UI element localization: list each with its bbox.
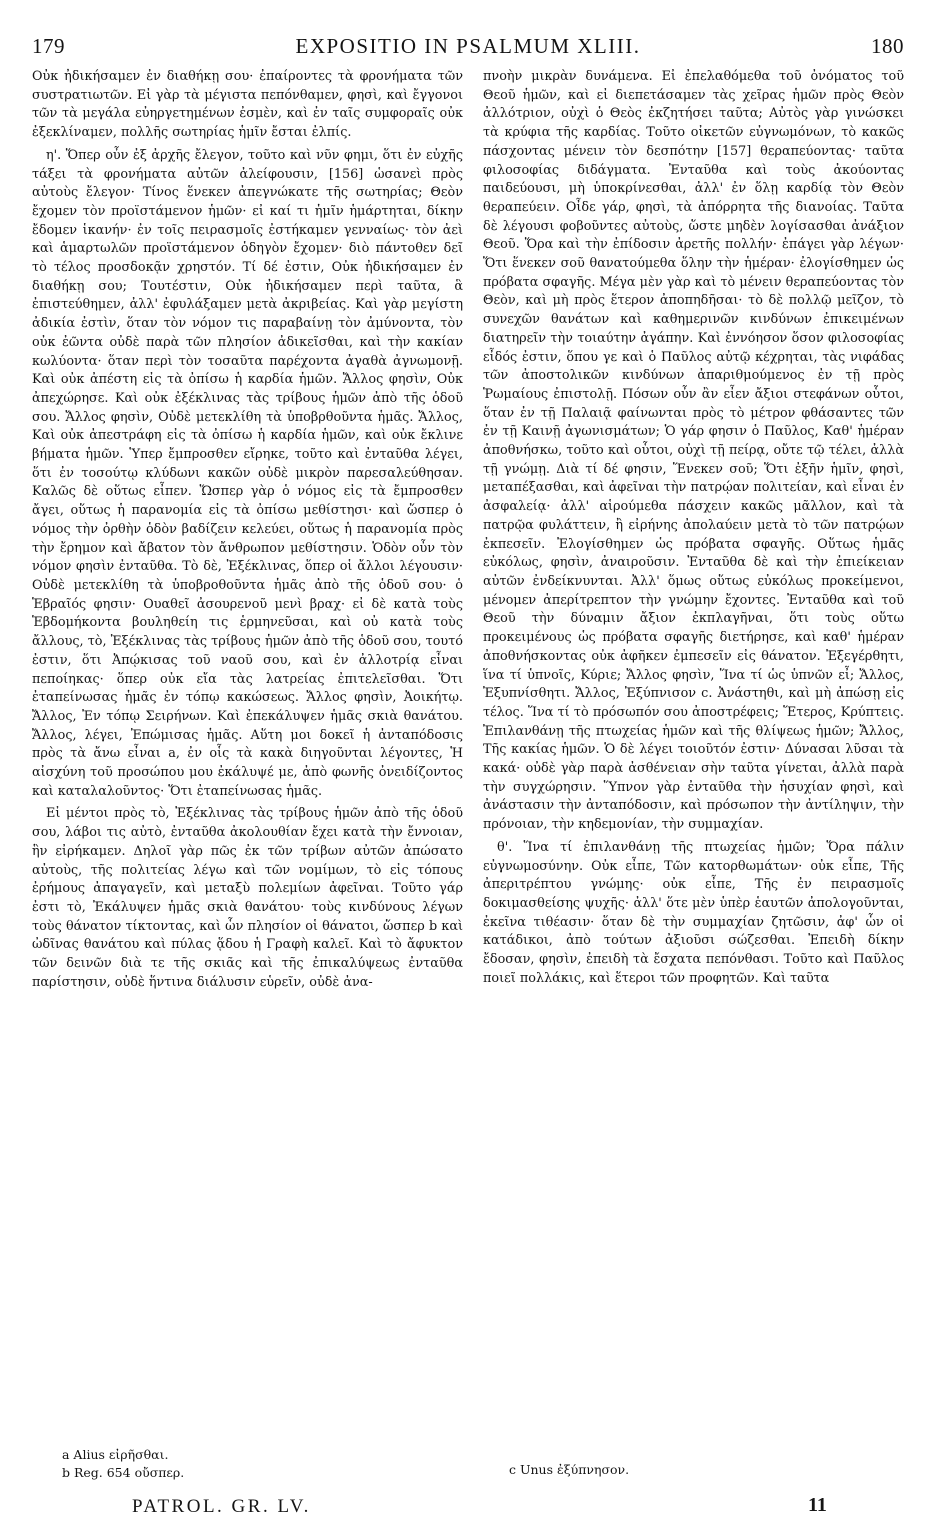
footnote-b: b Reg. 654 οὔσπερ. xyxy=(62,1465,185,1480)
running-header xyxy=(32,34,904,64)
running-title: EXPOSITIO IN PSALMUM XLIII. xyxy=(295,34,641,58)
paragraph: Οὐκ ἠδικήσαμεν ἐν διαθήκῃ σου· ἐπαίροντες τὰ φρονήματα τῶν συστρατιωτῶν. Εἰ γὰρ τὰ μέγιστα πεπόνθαμεν, φησὶ, καὶ ἔγγονοι τῶν τὰ μεγάλα εὐηργετημένων ἐσμὲν, καὶ ἐν ταῖς συμφοραῖς οὐκ ἐξεκλίναμεν, πολλῆς σωτηρίας ἡμῖν ἔσται ἐλπίς. xyxy=(32,69,463,141)
footnote-c: c Unus ἐξύπνησον. xyxy=(509,1462,630,1477)
left-column xyxy=(32,68,463,1403)
right-column xyxy=(483,68,904,1403)
footnotes-left xyxy=(62,1446,184,1482)
signature-mark: PATROL. GR. LV. xyxy=(132,1496,311,1517)
paragraph: πνοὴν μικρὰν δυνάμενα. Εἰ ἐπελαθόμεθα τοῦ ὀνόματος τοῦ Θεοῦ ἡμῶν, καὶ εἰ διεπετάσαμεν τὰς χεῖρας ἡμῶν πρὸς Θεὸν ἀλλότριον, οὐχὶ ὁ Θεὸς ἐκζητήσει ταῦτα; Αὐτὸς γὰρ γινώσκει τὰ κρύφια τῆς καρδίας. Τοῦτο οἰκετῶν εὐγνωμόνων, τὸ κακῶς πάσχοντας μένειν τὸν δεσπότην [157] θεραπεύοντας· ταῦτα φιλοσοφίας διδάγματα. Ἐνταῦθα καὶ τοὺς ἀκούοντας παιδεύουσι, μὴ ὑποκρίνεσθαι, ἀλλ' ἐν ὅλῃ καρδίᾳ τὸν Θεὸν θεραπεύειν. Οἶδε γάρ, φησὶ, τὰ ἀπόρρητα τῆς διανοίας. Ταῦτα δὲ λέγουσι φοβοῦντες αὐτοὺς, ὥστε μηδὲν λογίσασθαι ἀνάξιον Θεοῦ. Ὅρα καὶ τὴν ἐπίδοσιν ἀρετῆς πολλήν· ἐπάγει γὰρ λέγων· Ὅτι ἕνεκεν σοῦ θανατούμεθα ὅλην τὴν ἡμέραν· ἐλογίσθημεν ὡς πρόβατα σφαγῆς. Μέγα μὲν γὰρ καὶ τὸ μένειν θεραπεύοντας τὸν Θεὸν, καὶ μὴ πρὸς ἕτερον ἀποπηδῆσαι· τὸ δὲ πολλῷ μεῖζον, τὸ συνεχῶν θανάτων καὶ καθημερινῶν κινδύνων ἐπικειμένων διατηρεῖν τὴν τοιαύτην ἀγάπην. Καὶ ἐννόησον ὅσον φιλοσοφίας εἶδός ἐστιν, ὅπου γε καὶ ὁ Παῦλος αὐτῷ κέχρηται, τὰς νιφάδας τῶν ἀποστολικῶν κινδύνων ἀπαριθμούμενος ἐν τῇ πρὸς Ῥωμαίους ἐπιστολῇ. Πόσων οὖν ἂν εἶεν ἄξιοι στεφάνων οὗτοι, ὅταν ἐν τῇ Παλαιᾷ φαίνωνται πρὸς τὸ μέτρον φθάσαντες τῶν ἐν τῇ Καινῇ ἀγωνισμάτων; Ὁ γάρ φησιν ὁ Παῦλος, Καθ' ἡμέραν ἀποθνήσκω, τοῦτο καὶ οὗτοι, οὐχὶ τῇ πείρᾳ, οὔτε τῷ τέλει, ἀλλὰ τῇ γνώμῃ. Διὰ τί δέ φησιν, Ἕνεκεν σοῦ; Ὅτι ἐξῆν ἡμῖν, φησὶ, μεταπέξασθαι, καὶ ἀφεῖναι τὴν πατρῴαν πολιτείαν, καὶ εἶναι ἐν ἀσφαλείᾳ· ἀλλ' αἱρούμεθα πάσχειν κακῶς μᾶλλον, καὶ τὰ πατρῷα φυλάττειν, ἢ εἰρήνης ἀπολαύειν μετὰ τὸ τῶν πατρῴων ἐκπεσεῖν. Ἐλογίσθημεν ὡς πρόβατα σφαγῆς. Οὕτως ἡμᾶς εὐκόλως, φησὶν, ἀναιροῦσιν. Ἐνταῦθα δὲ καὶ τὴν ἐπιείκειαν αὐτῶν ἐνδείκνυνται. Ἀλλ' ὅμως οὕτως εὐκόλως προκείμενοι, μένομεν ἀπερίτρεπτον τὴν γνώμην ἔχοντες. Ἐνταῦθα καὶ τοῦ Θεοῦ τὴν δύναμιν ἄξιον ἐκπλαγῆναι, ὅτι τοὺς οὕτω προκειμένους ὡς πρόβατα σφαγῆς διετήρησε, καὶ καθ' ἡμέραν ἀποθνήσκοντας οὐκ ἀφῆκεν ἐμπεσεῖν εἰς θάνατον. Ἐξεγέρθητι, ἵνα τί ὑπνοῖς, Κύριε; Ἄλλος φησὶν, Ἵνα τί ὡς ὑπνῶν εἶ; Ἄλλος, Ἐξυπνίσθητι. Ἄλλος, Ἐξύπνισον c. Ἀνάστηθι, καὶ μὴ ἀπώσῃ εἰς τέλος. Ἵνα τί τὸ πρόσωπόν σου ἀποστρέφεις; Ἕτερος, Κρύπτεις. Ἐπιλανθάνῃ τῆς πτωχείας ἡμῶν καὶ τῆς θλίψεως ἡμῶν; Ἄλλος, Τῆς κακίας ἡμῶν. Ὁ δὲ λέγει τοιοῦτόν ἐστιν· Δύνασαι λῦσαι τὰ κακά· οὐδὲ γὰρ παρὰ ἀσθένειαν σὴν ταῦτα γίνεται, ἀλλὰ παρὰ τὴν συγχώρησιν. Ὕπνον γὰρ ἐνταῦθα τὴν ἡσυχίαν φησὶ, καὶ ἀνάστασιν τὴν ἀνταπόδοσιν, καὶ πρόσωπον τὴν ἀντίληψιν, τὴν πρόνοιαν, τὴν κηδεμονίαν, τὴν συμμαχίαν. xyxy=(483,69,904,833)
paragraph: Εἰ μέντοι πρὸς τὸ, Ἐξέκλινας τὰς τρίβους ἡμῶν ἀπὸ τῆς ὁδοῦ σου, λάβοι τις αὐτὸ, ἐνταῦθα ἀκολουθίαν ἔχει κατὰ τὴν ἔννοιαν, ἣν εἰρήκαμεν. Δηλοῖ γὰρ πῶς ἐκ τῶν τρίβων αὐτῶν ἀπώσατο αὐτοὺς, τῆς πολιτείας λέγω καὶ τῶν νομίμων, τὸ εἰς τόπους ἐρήμους ἀπαγαγεῖν, καὶ μεταξὺ πολεμίων ἀφεῖναι. Τοῦτο γάρ ἐστι τὸ, Ἐκάλυψεν ἡμᾶς σκιὰ θανάτου· τοὺς κινδύνους λέγων τοὺς θάνατον τίκτοντας, καὶ ὧν πλησίον οἱ θάνατοι, ὥσπερ b καὶ ὠδῖνας θανάτου καὶ πύλας ᾅδου ἡ Γραφὴ καλεῖ. Καὶ τὸ ἄφυκτον τῶν δεινῶν διὰ τε τῆς σκιᾶς καὶ τῆς ἐπικαλύψεως ἐνταῦθα παρίστησιν, οὐδὲ ἥντινα διάλυσιν εὑρεῖν, οὐδὲ ἀνα- xyxy=(32,806,463,990)
paragraph-section-8: η'. Ὅπερ οὖν ἐξ ἀρχῆς ἔλεγον, τοῦτο καὶ νῦν φημι, ὅτι ἐν εὐχῆς τάξει τὰ φρονήματα αὐτῶν ἀλείφουσιν, [156] ὡσανεὶ πρὸς αὐτοὺς ἔλεγον· Τίνος ἕνεκεν ἀπεγνώκατε τῆς σωτηρίας; Θεὸν ἔχομεν τὸν προϊστάμενον ἡμῶν· εἰ καί τι ἡμῖν ἡμάρτηται, δίκην ἔδομεν ἱκανήν· ἐν τοῖς πειρασμοῖς ἐστήκαμεν γενναίως· τὸν ἀεὶ καὶ ἁμαρτωλῶν προϊστάμενον ὁδηγὸν ἔχομεν· διὸ πάντοθεν δεῖ τὸ τέλος προσδοκᾷν χρηστόν. Τί δέ ἐστιν, Οὐκ ἠδικήσαμεν ἐν διαθήκῃ σου; Τουτέστιν, Οὐκ ἠδικήσαμεν περὶ ταῦτα, ἃ ἐπιστεύθημεν, ἀλλ' ἐφυλάξαμεν μετὰ ἀκριβείας. Καὶ γὰρ μεγίστη ἀδικία ἐστὶν, ὅταν τὸν νόμον τις παραβαίνῃ τὸν ἀμύνοντα, τὸν οὐκ ἐῶντα οὐδὲ παρὰ τῶν πλησίον ἀδικεῖσθαι, καὶ τὴν κακίαν κωλύοντα· ὅταν περὶ τὸν τοσαῦτα παρέχοντα ἀγαθὰ ἀγνωμονῇ. Καὶ οὐκ ἀπέστη εἰς τὰ ὀπίσω ἡ καρδία ἡμῶν. Ἄλλος φησὶν, Οὐκ ἀπεχώρησε. Καὶ οὐκ ἐξέκλινας τὰς τρίβους ἡμῶν ἀπὸ τῆς ὁδοῦ σου. Ἄλλος φησὶν, Οὐδὲ μετεκλίθη τὰ ὑποβρθοῦντα ἡμᾶς. Ἄλλος, Καὶ οὐκ ἀπεστράφη εἰς τὰ ὀπίσω ἡ καρδία ἡμῶν, καὶ οὐκ ἔκλινε βήματα ἡμῶν. Ὑπερ ἔμπροσθεν εἴρηκε, τοῦτο καὶ ἐνταῦθα λέγει, ὅτι ἐν τοσούτῳ κλύδωνι κακῶν οὐδὲ μικρὸν παρεσαλεύθησαν. Καλῶς δὲ οὕτως εἶπεν. Ὥσπερ γὰρ ὁ νόμος εἰς τὰ ἔμπροσθεν ἄγει, οὕτως ἡ παρανομία εἰς τὰ ὀπίσω μεθίστησι· καὶ ὥσπερ ὁ νόμος τὴν ὀρθὴν ὁδὸν βαδίζειν κελεύει, οὕτως ἡ παρανομία πρὸς τὴν ἔρημον καὶ ἄβατον τὸν ἄνθρωπον μεθίστησιν. Ὁδὸν οὖν τὸν νόμον φησὶν ἐνταῦθα. Τὸ δὲ, Ἐξέκλινας, ὅπερ οἱ ἄλλοι λέγουσιν· Οὐδὲ μετεκλίθη τὰ ὑποβροθοῦντα ἡμᾶς ἀπὸ τῆς ὁδοῦ σου· ὁ Ἑβραῖός φησιν· Ουαθεῖ ἀσουρενοῦ μενὶ βραχ· εἰ δὲ κατὰ τοὺς Ἑβδομήκοντα βουληθείη τις ἑρμηνεῦσαι, καὶ οὐ κατὰ τοὺς ἄλλους, τὸ, Ἐξέκλινας τὰς τρίβους ἡμῶν ἀπὸ τῆς ὁδοῦ σου, τουτό ἐστιν, ὅτι Ἀπῴκισας τοῦ ναοῦ σου, καὶ ἐν ἀλλοτρίᾳ εἶναι πεποίηκας· ὅπερ οὐκ εἴα τὰς λατρείας ἐπιτελεῖσθαι. Ὅτι ἐταπείνωσας ἡμᾶς ἐν τόπῳ κακώσεως. Ἄλλος φησὶν, Ἀοικήτῳ. Ἄλλος, Ἐν τόπῳ Σειρήνων. Καὶ ἐπεκάλυψεν ἡμᾶς σκιὰ θανάτου. Ἄλλος, λέγει, Ἐπώμισας ἡμᾶς. Αὕτη μοι δοκεῖ ἡ ἀνταπόδοσις πρὸς τὰ ἄνω εἶναι a, ἐν οἷς τὰ κακὰ διηγοῦνται λέγοντες, Ἡ αἰσχύνη τοῦ προσώπου μου ἐκάλυψέ με, ἀπὸ φωνῆς ὀνειδίζοντος καὶ καταλαλοῦντος· Ὅτι ἐταπείνωσας ἡμᾶς. xyxy=(32,147,463,799)
footnote-a: a Alius εἰρῆσθαι. xyxy=(62,1447,169,1462)
signature-number: 11 xyxy=(808,1494,827,1516)
page-number-left: 179 xyxy=(32,34,65,58)
page-number-right: 180 xyxy=(871,34,904,58)
paragraph-section-9: θ'. Ἵνα τί ἐπιλανθάνῃ τῆς πτωχείας ἡμῶν; Ὅρα πάλιν εὐγνωμοσύνην. Οὐκ εἶπε, Τῶν κατορθωμάτων· οὐκ εἶπε, Τῆς ἀπεριτρέπτου γνώμης· οὐκ εἶπε, Τῆς ἐν πειρασμοῖς δοκιμασθείσης ψυχῆς· ἀλλ' ὅτε μὲν ὑπὲρ ἑαυτῶν ἀπολογοῦνται, ἐκεῖνα τιθέασιν· ὅταν δὲ τὴν συμμαχίαν ζητῶσιν, ἀφ' ὧν οἱ κατάδικοι, ἀπὸ τούτων ἀξιοῦσι σώζεσθαι. Ἐπειδὴ δίκην ἔδοσαν, φησὶν, ἐπειδὴ τὰ ἔσχατα πεπόνθασι. Τοῦτο καὶ Παῦλος ποιεῖ πολλάκις, καὶ ἕτεροι τῶν προφητῶν. Καὶ ταῦτα xyxy=(483,839,904,986)
